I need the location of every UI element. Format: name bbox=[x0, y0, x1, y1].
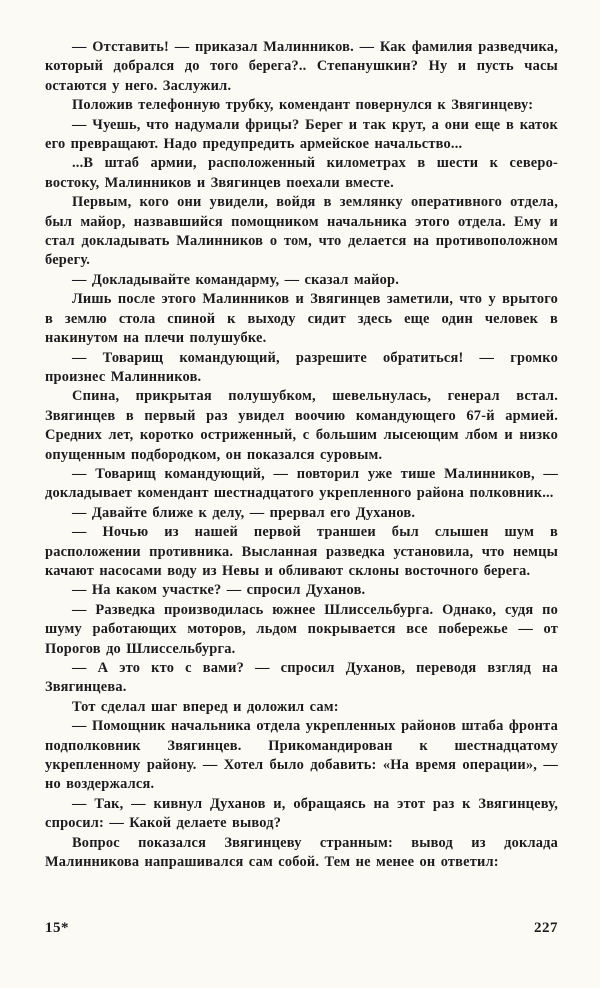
paragraph: Тот сделал шаг вперед и доложил сам: bbox=[72, 698, 339, 715]
paragraph: Вопрос показался Звягинцеву странным: вывод из доклада Малинникова напрашивался сам собой. Тем не менее он ответил: bbox=[45, 834, 558, 871]
page-number: 227 bbox=[534, 920, 558, 936]
paragraph: Спина, прикрытая полушубком, шевельнулась, генерал встал. Звягинцев в первый раз увидел воочию командующего 67-й армией. Средних лет, коротко остриженный, с большим лысеющим лбом и низко опущенным подбородком, он показался суровым. bbox=[45, 388, 558, 463]
paragraph: Лишь после этого Малинников и Звягинцев заметили, что у врытого в землю стола спиной к выходу сидит здесь еще один человек в накинутом на плечи полушубке. bbox=[45, 291, 558, 347]
paragraph: — Докладывайте командарму, — сказал майор. bbox=[72, 271, 400, 288]
paragraph: Первым, кого они увидели, войдя в землянку оперативного отдела, был майор, назвавшийся помощником начальника этого отдела. Ему и стал докладывать Малинников о том, что делается на противоположном берегу. bbox=[45, 194, 558, 269]
paragraph: ...В штаб армии, расположенный километрах в шести к северо-востоку, Малинников и Звягинцев поехали вместе. bbox=[45, 155, 558, 191]
paragraph: — Разведка производилась южнее Шлиссельбурга. Однако, судя по шуму работающих моторов, льдом покрывается все побережье — от Порогов до Шлиссельбурга. bbox=[45, 601, 558, 657]
paragraph: Положив телефонную трубку, комендант повернулся к Звягинцеву: bbox=[72, 97, 534, 114]
page-text bbox=[45, 38, 558, 872]
paragraph: — А это кто с вами? — спросил Духанов, переводя взгляд на Звягинцева. bbox=[45, 660, 558, 696]
paragraph: — Давайте ближе к делу, — прервал его Духанов. bbox=[72, 504, 416, 521]
paragraph: — Так, — кивнул Духанов и, обращаясь на этот раз к Звягинцеву, спросил: — Какой делаете вывод? bbox=[45, 795, 558, 832]
paragraph: — Ночью из нашей первой траншеи был слышен шум в расположении противника. Высланная разведка установила, что немцы качают насосами воду из Невы и обливают склоны восточного берега. bbox=[45, 524, 558, 579]
paragraph: — Чуешь, что надумали фрицы? Берег и так крут, а они еще в каток его превращают. Надо предупредить армейское начальство... bbox=[45, 116, 558, 153]
paragraph: — Товарищ командующий, разрешите обратиться! — громко произнес Малинников. bbox=[45, 349, 558, 385]
paragraph: — Отставить! — приказал Малинников. — Как фамилия разведчика, который добрался до того берега?.. Степанушкин? Ну и пусть часы остаются у него. Заслужил. bbox=[45, 39, 558, 94]
paragraph: — На каком участке? — спросил Духанов. bbox=[72, 582, 366, 599]
print-sheet-mark: 15* bbox=[45, 920, 69, 936]
page-footer bbox=[45, 920, 558, 937]
paragraph: — Товарищ командующий, — повторил уже тише Малинников, — докладывает комендант шестнадцатого укрепленного района полковник... bbox=[45, 465, 558, 502]
paragraph: — Помощник начальника отдела укрепленных районов штаба фронта подполковник Звягинцев. Прикомандирован к шестнадцатому укрепленному району. — Хотел было добавить: «На время операции», — но воздержался. bbox=[45, 718, 558, 793]
